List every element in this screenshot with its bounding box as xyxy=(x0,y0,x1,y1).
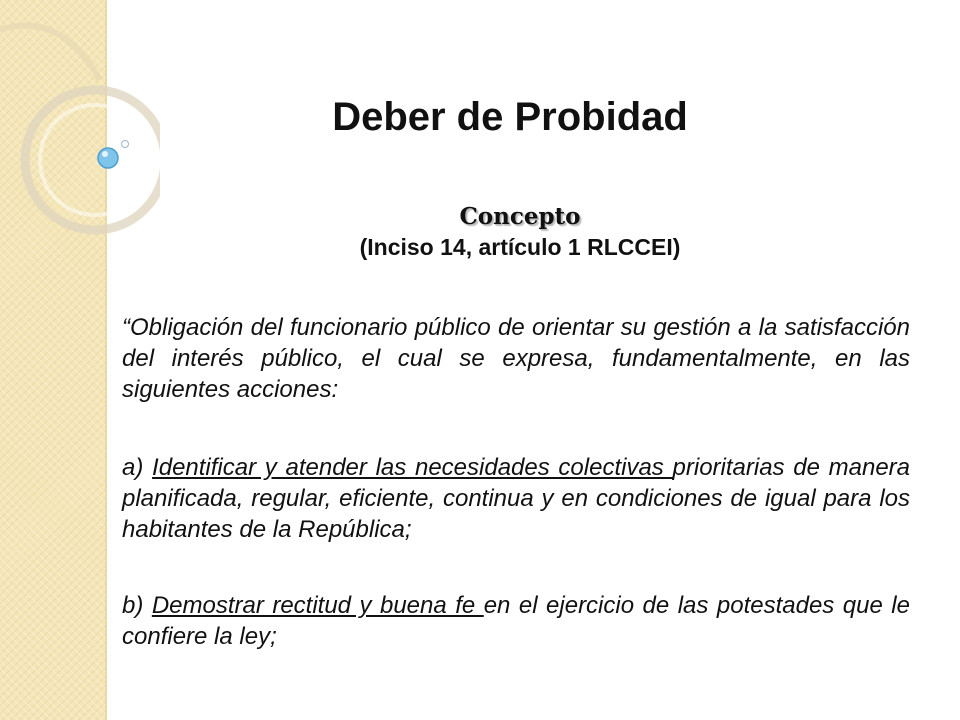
slide-title: Deber de Probidad xyxy=(332,95,688,139)
item-b-paragraph xyxy=(122,590,910,652)
item-a-prefix: a) xyxy=(122,454,153,481)
item-a-rest: prioritarias de manera planificada, regular, eficiente, continua y en condiciones de igual para los habitantes de la República; xyxy=(122,454,911,543)
decorative-strip xyxy=(0,0,105,720)
item-b-rest: en el ejercicio de las potestades que le confiere la ley; xyxy=(122,592,910,650)
item-a-paragraph xyxy=(122,452,910,545)
item-b-underlined: Demostrar rectitud y buena fe xyxy=(151,592,484,619)
small-bubble xyxy=(122,141,129,148)
intro-paragraph: “Obligación del funcionario público de orientar su gestión a la satisfacción del interés público, el cual se expresa, fundamentalmente, en las siguientes acciones: xyxy=(122,314,910,403)
subtitle-concepto: Concepto xyxy=(459,203,581,230)
item-b-prefix: b) xyxy=(122,592,152,619)
subtitle-reference: (Inciso 14, artículo 1 RLCCEI) xyxy=(359,234,681,260)
strip-edge xyxy=(105,0,107,720)
item-a-underlined: Identificar y atender las necesidades colectivas xyxy=(152,454,673,481)
